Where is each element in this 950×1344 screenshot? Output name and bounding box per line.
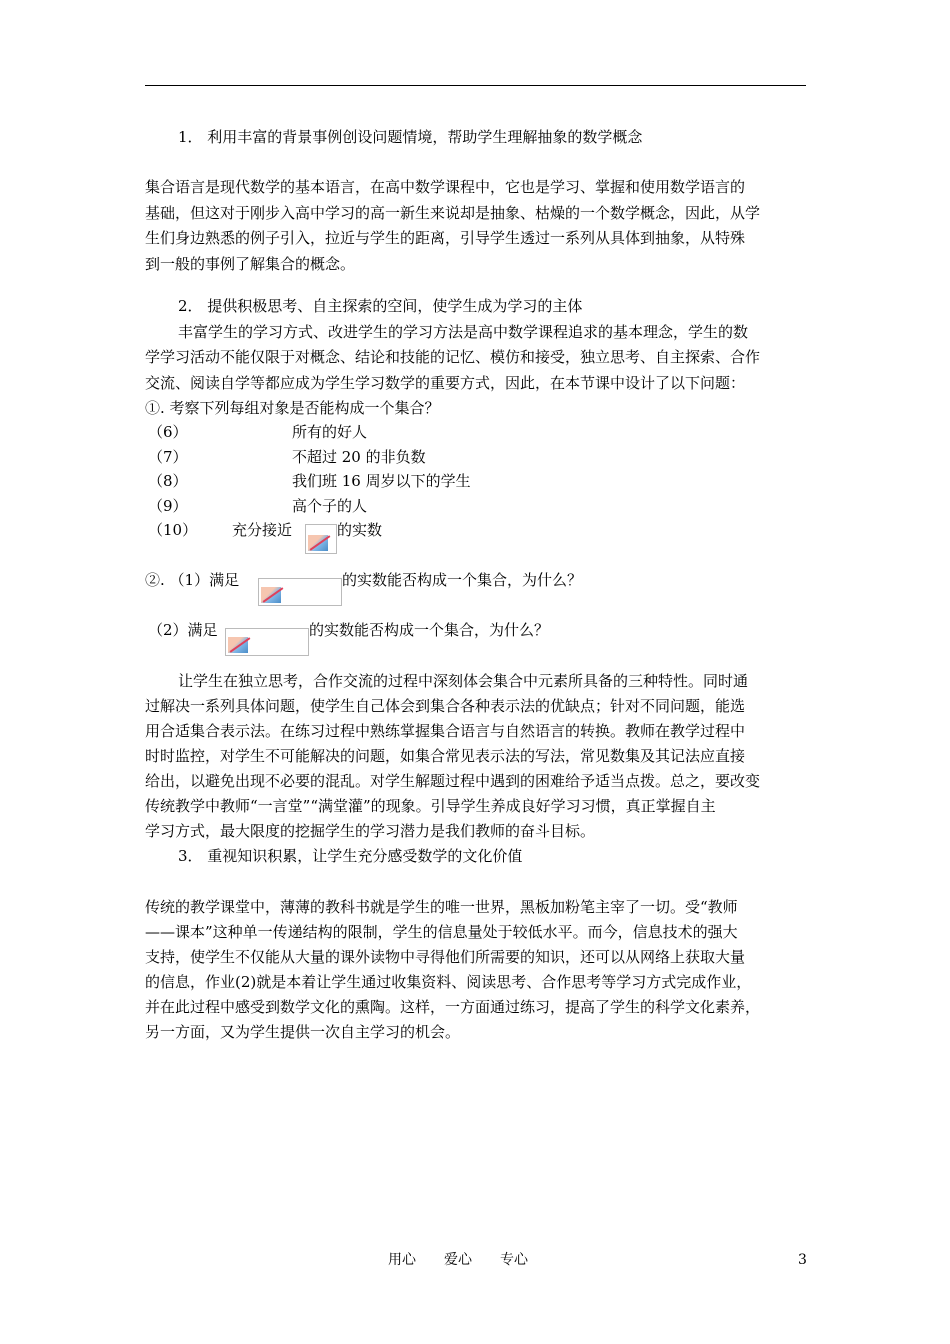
paragraph-line: 用合适集合表示法。在练习过程中熟练掌握集合语言与自然语言的转换。教师在教学过程中 — [145, 722, 746, 740]
question-2-prefix: ②. （1）满足 — [145, 571, 240, 589]
formula-image-icon — [258, 578, 342, 606]
paragraph-line: 过解决一系列具体问题，使学生自己体会到集合各种表示法的优缺点；针对不同问题，能选 — [145, 697, 746, 715]
section-3-line: 的信息，作业(2)就是本着让学生通过收集资料、阅读思考、合作思考等学习方式完成作业， — [145, 973, 752, 991]
section-2-line: 丰富学生的学习方式、改进学生的学习方法是高中数学课程追求的基本理念，学生的数 — [178, 323, 749, 341]
section-3-line: 并在此过程中感受到数学文化的熏陶。这样，一方面通过练习，提高了学生的科学文化素养， — [145, 998, 761, 1016]
section-1-line: 到一般的事例了解集合的概念。 — [145, 255, 356, 273]
item-text: 所有的好人 — [292, 423, 368, 441]
question-3-prefix: （2）满足 — [148, 621, 218, 639]
item-number: （9） — [148, 497, 188, 515]
section-1-line: 集合语言是现代数学的基本语言，在高中数学课程中，它也是学习、掌握和使用数学语言的 — [145, 178, 746, 196]
footer-motto: 用心 爱心 专心 — [388, 1252, 528, 1268]
section-1-line: 生们身边熟悉的例子引入，拉近与学生的距离，引导学生透过一系列从具体到抽象，从特殊 — [145, 229, 746, 247]
section-1-line: 基础，但这对于刚步入高中学习的高一新生来说却是抽象、枯燥的一个数学概念，因此，从学 — [145, 204, 761, 222]
section-3-line: 支持，使学生不仅能从大量的课外读物中寻得他们所需要的知识，还可以从网络上获取大量 — [145, 948, 746, 966]
paragraph-line: 让学生在独立思考，合作交流的过程中深刻体会集合中元素所具备的三种特性。同时通 — [178, 672, 749, 690]
question-2-suffix: 的实数能否构成一个集合，为什么？ — [342, 571, 583, 589]
paragraph-line: 传统教学中教师“一言堂”“满堂灌”的现象。引导学生养成良好学习习惯，真正掌握自主 — [145, 797, 716, 815]
section-2-heading: 2． 提供积极思考、自主探索的空间，使学生成为学习的主体 — [178, 297, 583, 315]
section-2-line: 交流、阅读自学等都应成为学生学习数学的重要方式，因此，在本节课中设计了以下问题： — [145, 374, 746, 392]
question-1: ①. 考察下列每组对象是否能构成一个集合？ — [145, 399, 440, 417]
item-text: 我们班 16 周岁以下的学生 — [292, 472, 471, 490]
item-text: 不超过 20 的非负数 — [292, 448, 426, 466]
item-number: （6） — [148, 423, 188, 441]
item-number: （7） — [148, 448, 188, 466]
formula-image-icon — [225, 628, 309, 656]
item-number: （10） — [148, 521, 198, 539]
item-number: （8） — [148, 472, 188, 490]
item-text: 的实数 — [337, 521, 383, 539]
formula-image-icon — [305, 524, 337, 554]
section-3-line: 另一方面，又为学生提供一次自主学习的机会。 — [145, 1023, 461, 1041]
header-rule — [145, 85, 806, 86]
paragraph-line: 给出，以避免出现不必要的混乱。对学生解题过程中遇到的困难给予适当点拨。总之，要改变 — [145, 772, 761, 790]
item-text: 充分接近 — [232, 521, 293, 539]
page-number: 3 — [798, 1252, 807, 1268]
item-text: 高个子的人 — [292, 497, 368, 515]
question-3-suffix: 的实数能否构成一个集合，为什么？ — [309, 621, 550, 639]
section-3-heading: 3． 重视知识积累，让学生充分感受数学的文化价值 — [178, 847, 523, 865]
paragraph-line: 学习方式，最大限度的挖掘学生的学习潜力是我们教师的奋斗目标。 — [145, 822, 596, 840]
section-1-heading: 1． 利用丰富的背景事例创设问题情境，帮助学生理解抽象的数学概念 — [178, 128, 643, 146]
paragraph-line: 时时监控，对学生不可能解决的问题，如集合常见表示法的写法，常见数集及其记法应直接 — [145, 747, 746, 765]
section-3-line: ——课本”这种单一传递结构的限制，学生的信息量处于较低水平。而今，信息技术的强大 — [145, 923, 738, 941]
section-2-line: 学学习活动不能仅限于对概念、结论和技能的记忆、模仿和接受，独立思考、自主探索、合作 — [145, 348, 761, 366]
section-3-line: 传统的教学课堂中，薄薄的教科书就是学生的唯一世界，黑板加粉笔主宰了一切。受“教师 — [145, 898, 738, 916]
